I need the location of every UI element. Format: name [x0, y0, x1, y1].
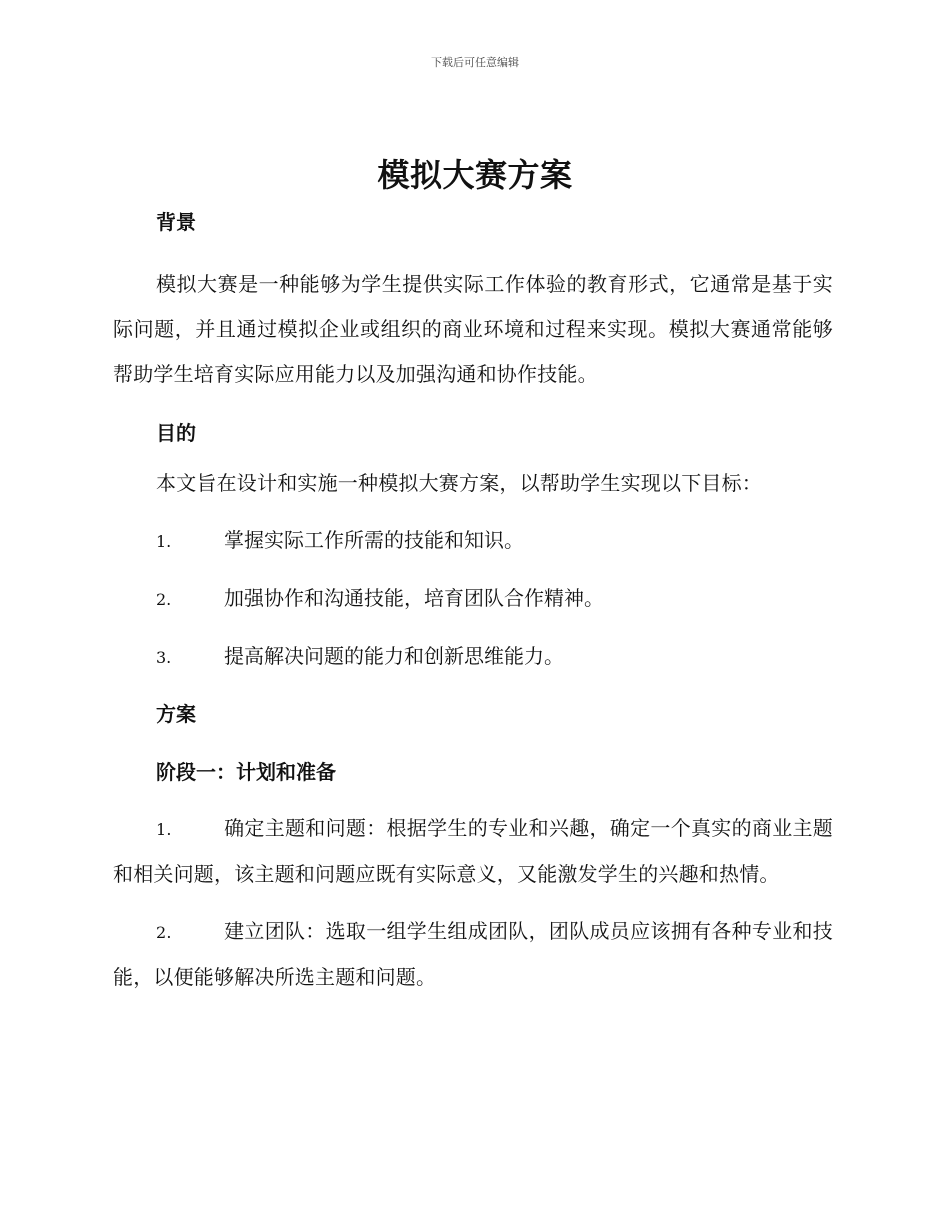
goal-item — [113, 634, 833, 680]
purpose-intro-paragraph: 本文旨在设计和实施一种模拟大赛方案，以帮助学生实现以下目标： — [156, 471, 762, 495]
goal-item-number: 2. — [156, 590, 172, 609]
background-paragraph: 模拟大赛是一种能够为学生提供实际工作体验的教育形式，它通常是基于实际问题，并且通过模拟企业或组织的商业环境和过程来实现。模拟大赛通常能够帮助学生培育实际应用能力以及加强沟通和协作技能。 — [113, 272, 833, 386]
phase-step-item — [113, 909, 833, 1000]
goal-item-number: 3. — [156, 648, 172, 667]
goal-item-text: 掌握实际工作所需的技能和知识。 — [224, 528, 524, 552]
phase-step-item — [113, 806, 833, 897]
phase-step-number: 1. — [156, 820, 172, 839]
goal-item-number: 1. — [156, 532, 172, 551]
phase-heading: 阶段一：计划和准备 — [156, 760, 336, 784]
section-heading-plan: 方案 — [156, 702, 196, 726]
document-body — [113, 206, 833, 1000]
goal-item — [113, 576, 833, 622]
goal-item — [113, 518, 833, 564]
header-note: 下载后可任意编辑 — [431, 56, 519, 69]
section-heading-purpose: 目的 — [156, 421, 196, 445]
phase-step-text: 确定主题和问题：根据学生的专业和兴趣，确定一个真实的商业主题和相关问题，该主题和问题应既有实际意义，又能激发学生的兴趣和热情。 — [113, 816, 833, 886]
goal-item-text: 提高解决问题的能力和创新思维能力。 — [224, 644, 564, 668]
goal-item-text: 加强协作和沟通技能，培育团队合作精神。 — [224, 586, 604, 610]
document-title: 模拟大赛方案 — [377, 156, 573, 194]
phase-step-number: 2. — [156, 923, 172, 942]
phase-step-text: 建立团队：选取一组学生组成团队，团队成员应该拥有各种专业和技能，以便能够解决所选主题和问题。 — [113, 919, 833, 989]
section-heading-background: 背景 — [156, 210, 196, 234]
